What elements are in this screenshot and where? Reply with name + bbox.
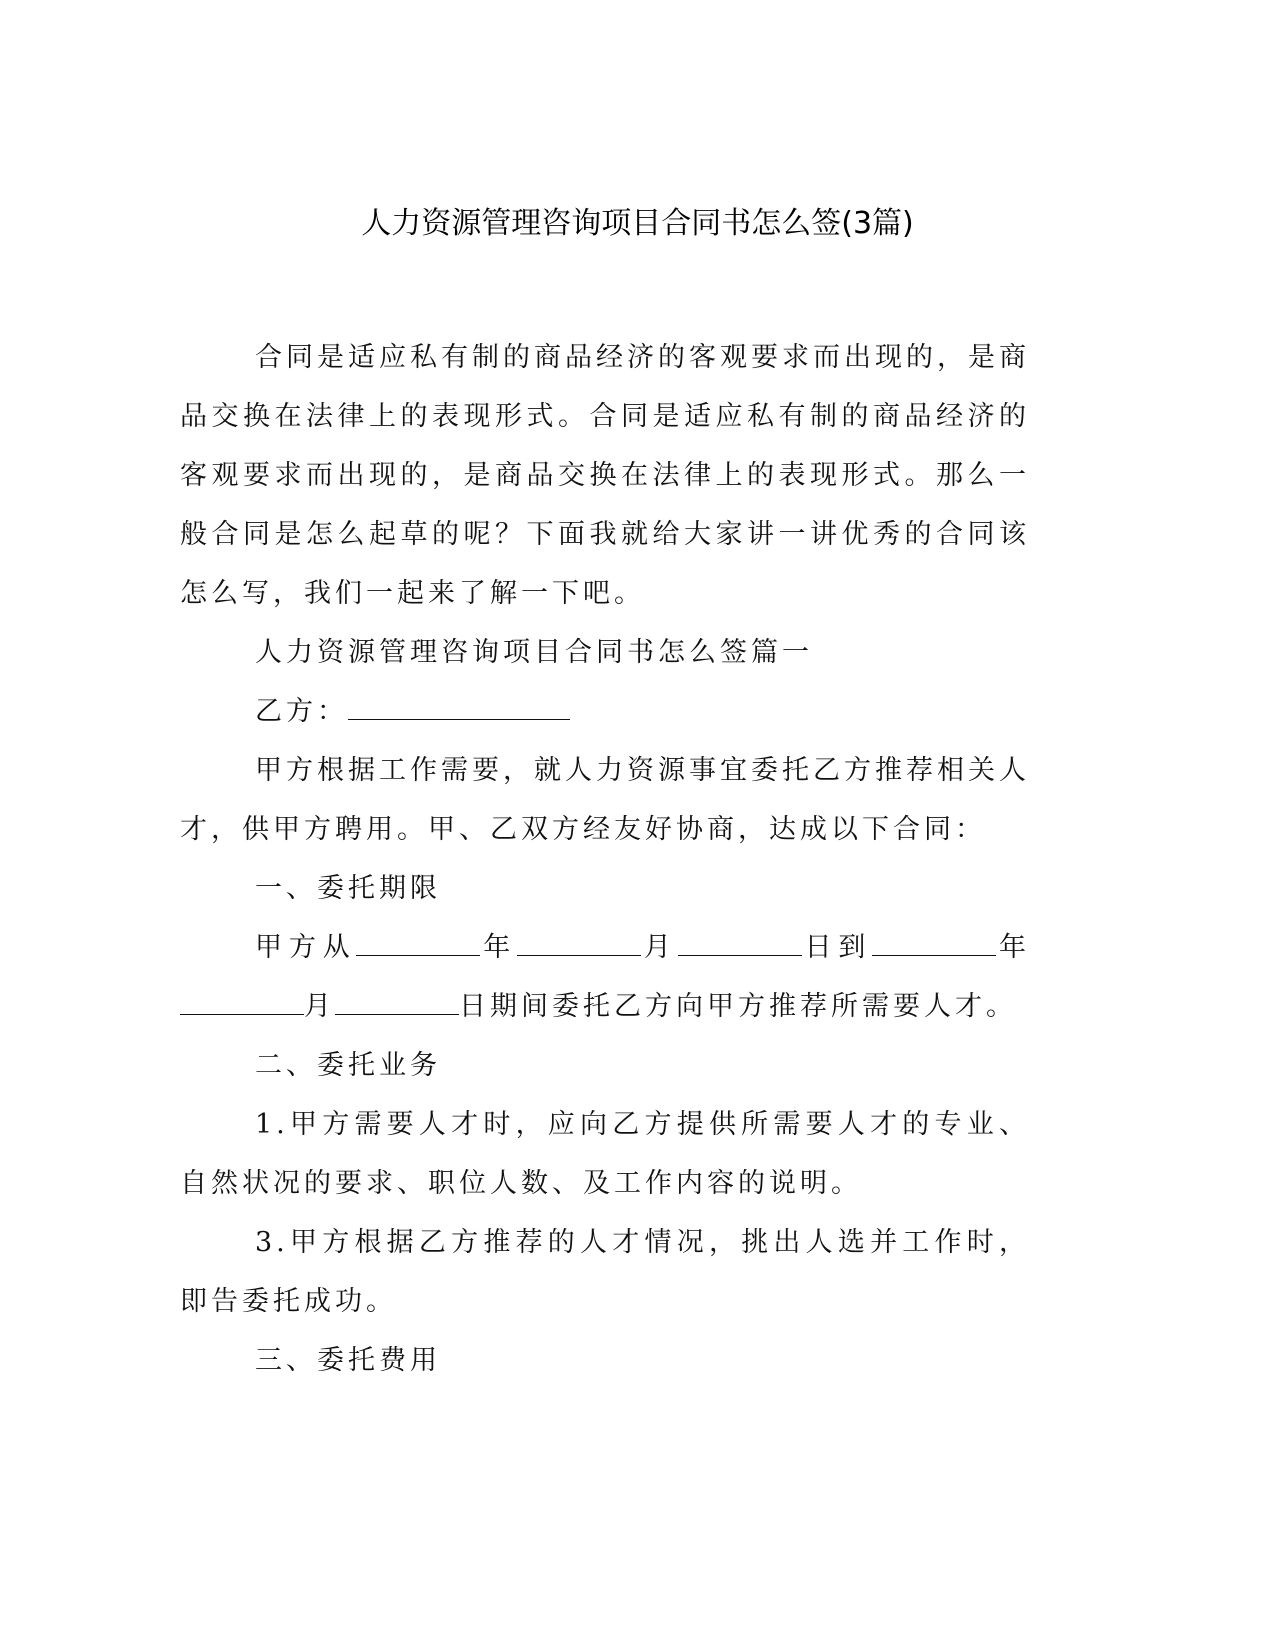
document-title: 人力资源管理咨询项目合同书怎么签(3篇) — [361, 206, 914, 241]
start-year-blank — [356, 929, 480, 956]
end-year-blank — [872, 929, 996, 956]
document-body — [180, 328, 1030, 1390]
party-b-label: 乙方： — [255, 696, 348, 727]
end-day-blank — [335, 988, 459, 1015]
period-tail: 日期间委托乙方向甲方推荐所需要人才。 — [459, 991, 1017, 1022]
entrust-paragraph: 甲方根据工作需要，就人力资源事宜委托乙方推荐相关人才，供甲方聘用。甲、乙双方经友好协商，达成以下合同： — [180, 755, 1030, 845]
start-day-blank — [678, 929, 802, 956]
end-month-blank — [180, 988, 304, 1015]
period-paragraph — [180, 918, 1030, 1036]
intro-paragraph: 合同是适应私有制的商品经济的客观要求而出现的，是商品交换在法律上的表现形式。合同是适应私有制的商品经济的客观要求而出现的，是商品交换在法律上的表现形式。那么一般合同是怎么起草的呢？下面我就给大家讲一讲优秀的合同该怎么写，我们一起来了解一下吧。 — [180, 342, 1030, 609]
clause-2-item-3: 3.甲方根据乙方推荐的人才情况，挑出人选并工作时，即告委托成功。 — [180, 1227, 1030, 1317]
period-from: 甲方从 — [255, 932, 357, 963]
start-month-blank — [517, 929, 641, 956]
period-month: 月 — [641, 932, 678, 963]
clause-2-item-1: 1.甲方需要人才时，应向乙方提供所需要人才的专业、自然状况的要求、职位人数、及工作内容的说明。 — [180, 1109, 1030, 1199]
party-b-line — [180, 682, 1030, 741]
period-year: 年 — [480, 932, 518, 963]
clause-2-title: 二、委托业务 — [255, 1050, 441, 1081]
period-year-2: 年 — [996, 932, 1031, 963]
section-heading: 人力资源管理咨询项目合同书怎么签篇一 — [255, 637, 813, 668]
period-month-2: 月 — [304, 991, 335, 1022]
clause-1-title: 一、委托期限 — [255, 873, 441, 904]
party-b-blank — [348, 693, 570, 720]
clause-3-title: 三、委托费用 — [255, 1345, 441, 1376]
period-day-to: 日到 — [801, 932, 873, 963]
